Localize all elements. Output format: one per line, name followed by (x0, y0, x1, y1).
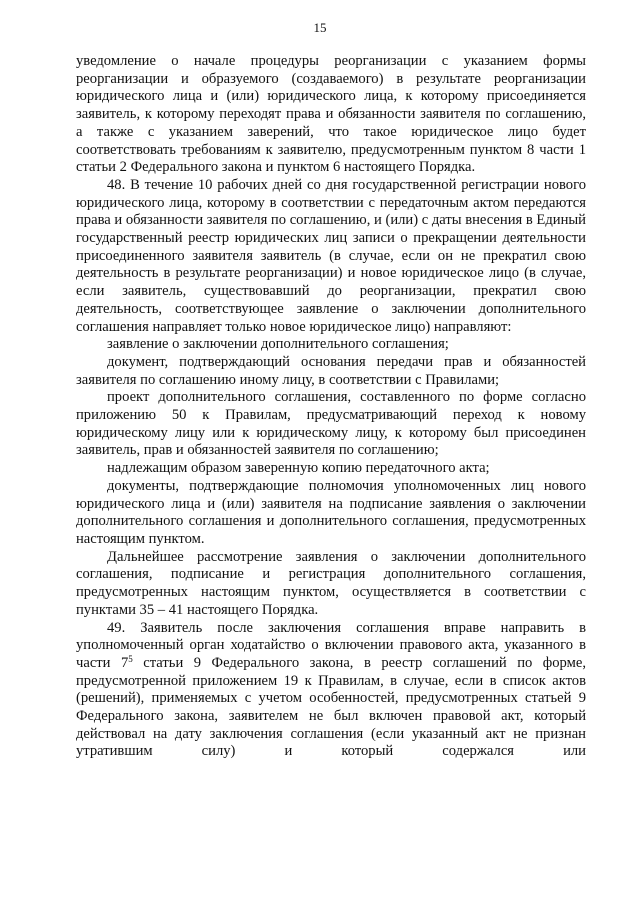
paragraph-49-text-start: 49. Заявитель после заключения соглашения вправе направить в уполномоченный орган ходатайство о включении правового акта, указанного в части 7 (76, 619, 586, 671)
document-body (76, 53, 586, 761)
paragraph-further-review: Дальнейшее рассмотрение заявления о заключении дополнительного соглашения, подписание и регистрация дополнительного соглашения, предусмотренных настоящим пунктом, осуществляется в соответствии с пунктами 35 – 41 настоящего Порядка. (76, 548, 586, 618)
superscript-index: 5 (128, 653, 133, 664)
list-item-transfer-act-copy: надлежащим образом заверенную копию передаточного акта; (107, 460, 490, 477)
paragraph-48: 48. В течение 10 рабочих дней со дня государственной регистрации нового юридического лица, которому в соответствии с передаточным актом передаются права и обязанности заявителя по соглашению, и (или) с даты внесения в Единый государственный реестр юридических лиц записи о прекращении деятельности присоединенного заявителя заявитель (в случае, если он не прекратил свою деятельность в результате реорганизации) и новое юридическое лицо (в случае, если заявитель, существовавший до реорганизации, прекратил свою деятельность, соответствующее заявление о заключении дополнительного соглашения направляет только новое юридическое лицо) направляют: (76, 176, 586, 335)
paragraph-49 (76, 620, 586, 762)
page-number: 15 (313, 20, 327, 35)
paragraph-reorganization-notice: уведомление о начале процедуры реорганизации с указанием формы реорганизации и образуемого (создаваемого) в результате реорганизации юридического лица и (или) юридического лица, к которому присоединяется заявитель, к которому переходят права и обязанности заявителя по соглашению, а также с указанием заверений, что такое юридическое лицо будет соответствовать требованиям к заявителю, предусмотренным пунктом 8 части 1 статьи 2 Федерального закона и пунктом 6 настоящего Порядка. (76, 53, 586, 176)
list-item-draft-agreement: проект дополнительного соглашения, составленного по форме согласно приложению 50 к Правилам, предусматривающий переход к новому юридическому лицу или к юридическому лицу, к которому был присоединен заявитель, прав и обязанностей заявителя по соглашению; (76, 389, 586, 459)
list-item-application: заявление о заключении дополнительного соглашения; (107, 336, 449, 353)
paragraph-49-text-end: статьи 9 Федерального закона, в реестр соглашений по форме, предусмотренной приложением 19 к Правилам, в случае, если в список актов (решений), применяемых с учетом особенностей, предусмотренных статьей 9 Федерального закона, заявителем не был включен правовой акт, который действовал на дату заключения соглашения (если указанный акт не признан утратившим силу) и который содержался или (76, 654, 586, 760)
list-item-authority-documents: документы, подтверждающие полномочия уполномоченных лиц нового юридического лица и (или) заявителя на подписание заявления о заключении дополнительного соглашения и дополнительного соглашения, предусмотренных настоящим пунктом. (76, 477, 586, 547)
list-item-transfer-document: документ, подтверждающий основания передачи прав и обязанностей заявителя по соглашению иному лицу, в соответствии с Правилами; (76, 353, 586, 388)
